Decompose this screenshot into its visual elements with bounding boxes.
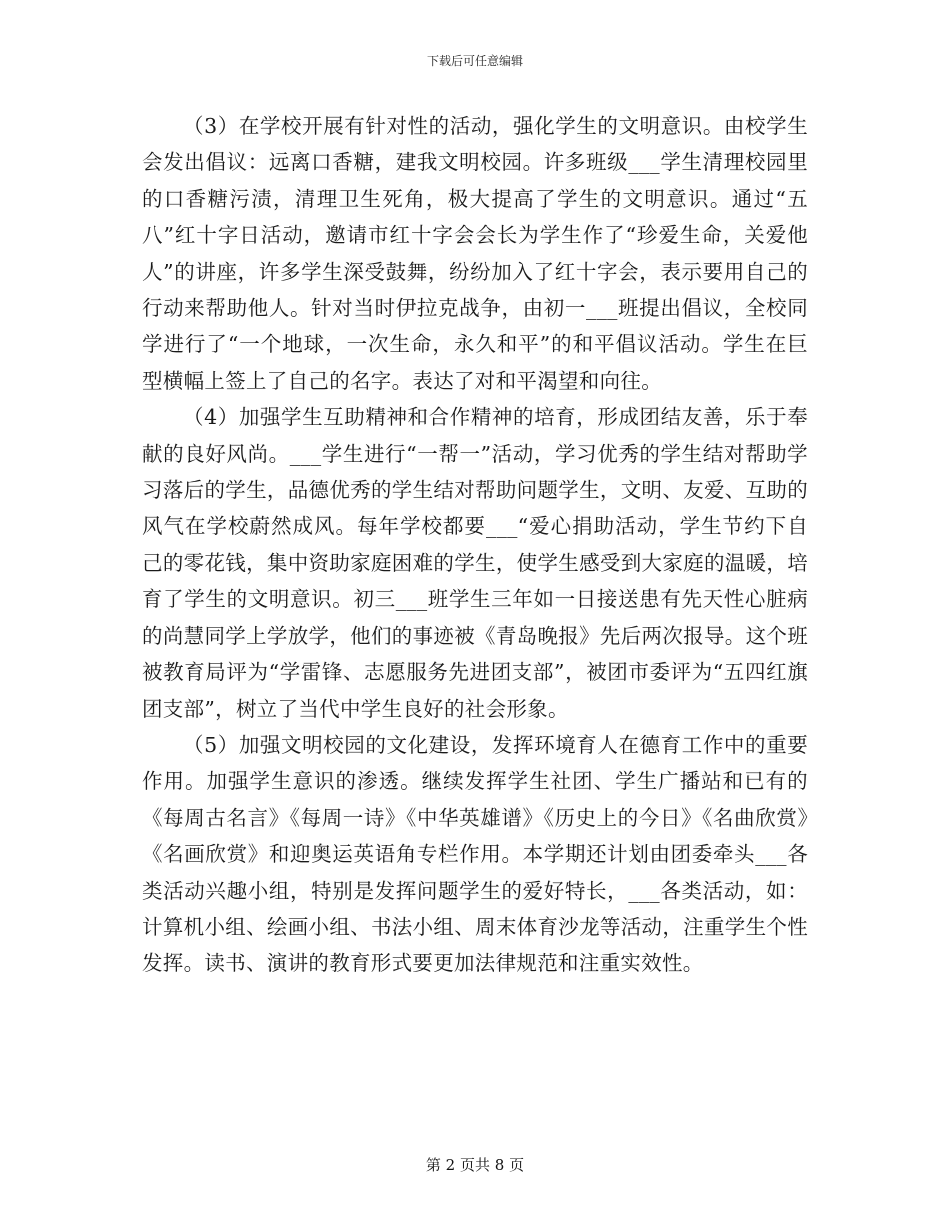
page-number-footer: 第 2 页共 8 页 [425,1156,525,1174]
page-header: 下载后可任意编辑 [426,54,523,68]
paragraph-5: （5）加强文明校园的文化建设，发挥环境育人在德育工作中的重要作用。加强学生意识的渗透。继续发挥学生社团、学生广播站和已有的《每周古名言》《每周一诗》《中华英雄谱》《历史上的今日》《名曲欣赏》《名画欣赏》和迎奥运英语角专栏作用。本学期还计划由团委牵头___各类活动兴趣小组，特别是发挥问题学生的爱好特长，___各类活动，如：计算机小组、绘画小组、书法小组、周末体育沙龙等活动，注重学生个性发挥。读书、演讲的教育形式要更加法律规范和注重实效性。 [142,732,808,976]
paragraph-3: （3）在学校开展有针对性的活动，强化学生的文明意识。由校学生会发出倡议：远离口香糖，建我文明校园。许多班级___学生清理校园里的口香糖污渍，清理卫生死角，极大提高了学生的文明意识。通过“五八”红十字日活动，邀请市红十字会会长为学生作了“珍爱生命，关爱他人”的讲座，许多学生深受鼓舞，纷纷加入了红十字会，表示要用自己的行动来帮助他人。针对当时伊拉克战争，由初一___班提出倡议，全校同学进行了“一个地球，一次生命，永久和平”的和平倡议活动。学生在巨型横幅上签上了自己的名字。表达了对和平渴望和向往。 [142,114,808,393]
document-body [142,108,808,982]
paragraph-4: （4）加强学生互助精神和合作精神的培育，形成团结友善，乐于奉献的良好风尚。___学生进行“一帮一”活动，学习优秀的学生结对帮助学习落后的学生，品德优秀的学生结对帮助问题学生，文明、友爱、互助的风气在学校蔚然成风。每年学校都要___“爱心捐助活动，学生节约下自己的零花钱，集中资助家庭困难的学生，使学生感受到大家庭的温暖，培育了学生的文明意识。初三___班学生三年如一日接送患有先天性心脏病的尚慧同学上学放学，他们的事迹被《青岛晚报》先后两次报导。这个班被教育局评为“学雷锋、志愿服务先进团支部”，被团市委评为“五四红旗团支部”，树立了当代中学生良好的社会形象。 [142,405,808,721]
